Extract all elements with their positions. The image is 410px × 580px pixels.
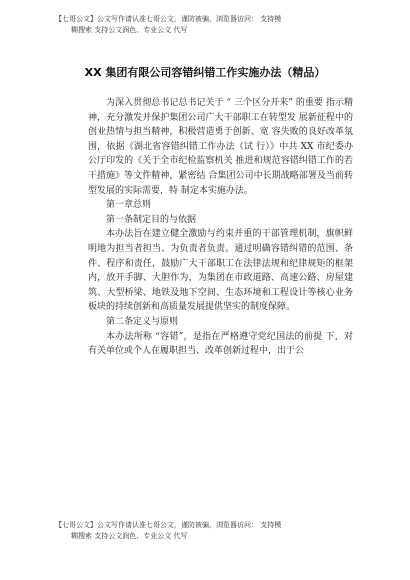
page-footer bbox=[55, 520, 365, 542]
article-heading-1: 第一条制定目的与依据 bbox=[106, 214, 197, 225]
article-1-paragraph: 本办法旨在建立健全激励与约束并重的干部管理机制，旗帜鲜明地为担当者担当、为负责者负责。通过明确容错纠错的范围、条件、程序和责任，鼓励广大干部职工在法律法规和纪律规矩的框架内，放开手脚、大胆作为，为集团在市政道路、高速公路、房屋建筑、大型桥梁、地铁及地下空间、生态环境和工程设计等核心业务板块的持续创新和高质量发展提供坚实的制度保障。 bbox=[88, 229, 353, 313]
article-2-paragraph: 本办法所称 “容错”，是指在严格遵守党纪国法的前提 下，对有关单位或个人在履职担当、改革创新过程中，出于公 bbox=[88, 331, 353, 357]
footer-line-2: 糊搜索 支持公文润色、专业公文 代写 bbox=[71, 532, 188, 540]
page-header bbox=[55, 14, 365, 36]
article-heading-2: 第二条定义与原则 bbox=[106, 316, 179, 327]
header-line-2: 糊搜索 支持公文润色、专业公文 代写 bbox=[71, 26, 188, 34]
footer-line-1: 【七哥公文】公文写作请认准七哥公文，谨防被骗，浏览器访问： 支持模 bbox=[55, 521, 282, 529]
chapter-heading: 第一章总则 bbox=[106, 200, 152, 211]
document-title: XX 集团有限公司容错纠错工作实施办法（精品） bbox=[84, 66, 326, 79]
header-line-1: 【七哥公文】公文写作请认准七哥公文，谨防被骗，浏览器访问： 支持模 bbox=[55, 15, 282, 23]
document-body bbox=[88, 96, 353, 359]
intro-paragraph: 为深入贯彻总书记总书记关于 “ 三个区分开来” 的重要 指示精神，充分激发并保护集团公司广大干部职工在转型发 展新征程中的创业热情与担当精神，积极营造勇于创新、宽 容失败的良好改革氛围，依据《湖北省容错纠错工作办法（试 行）》中共 XX 市纪委办公厅印发的《关于全市纪检监察机关 推进和规范容错纠错工作的若干措施》等文件精神，紧密结 合集团公司中长期战略部署及当前转型发展的实际需要，特 制定本实施办法。 bbox=[88, 98, 353, 196]
